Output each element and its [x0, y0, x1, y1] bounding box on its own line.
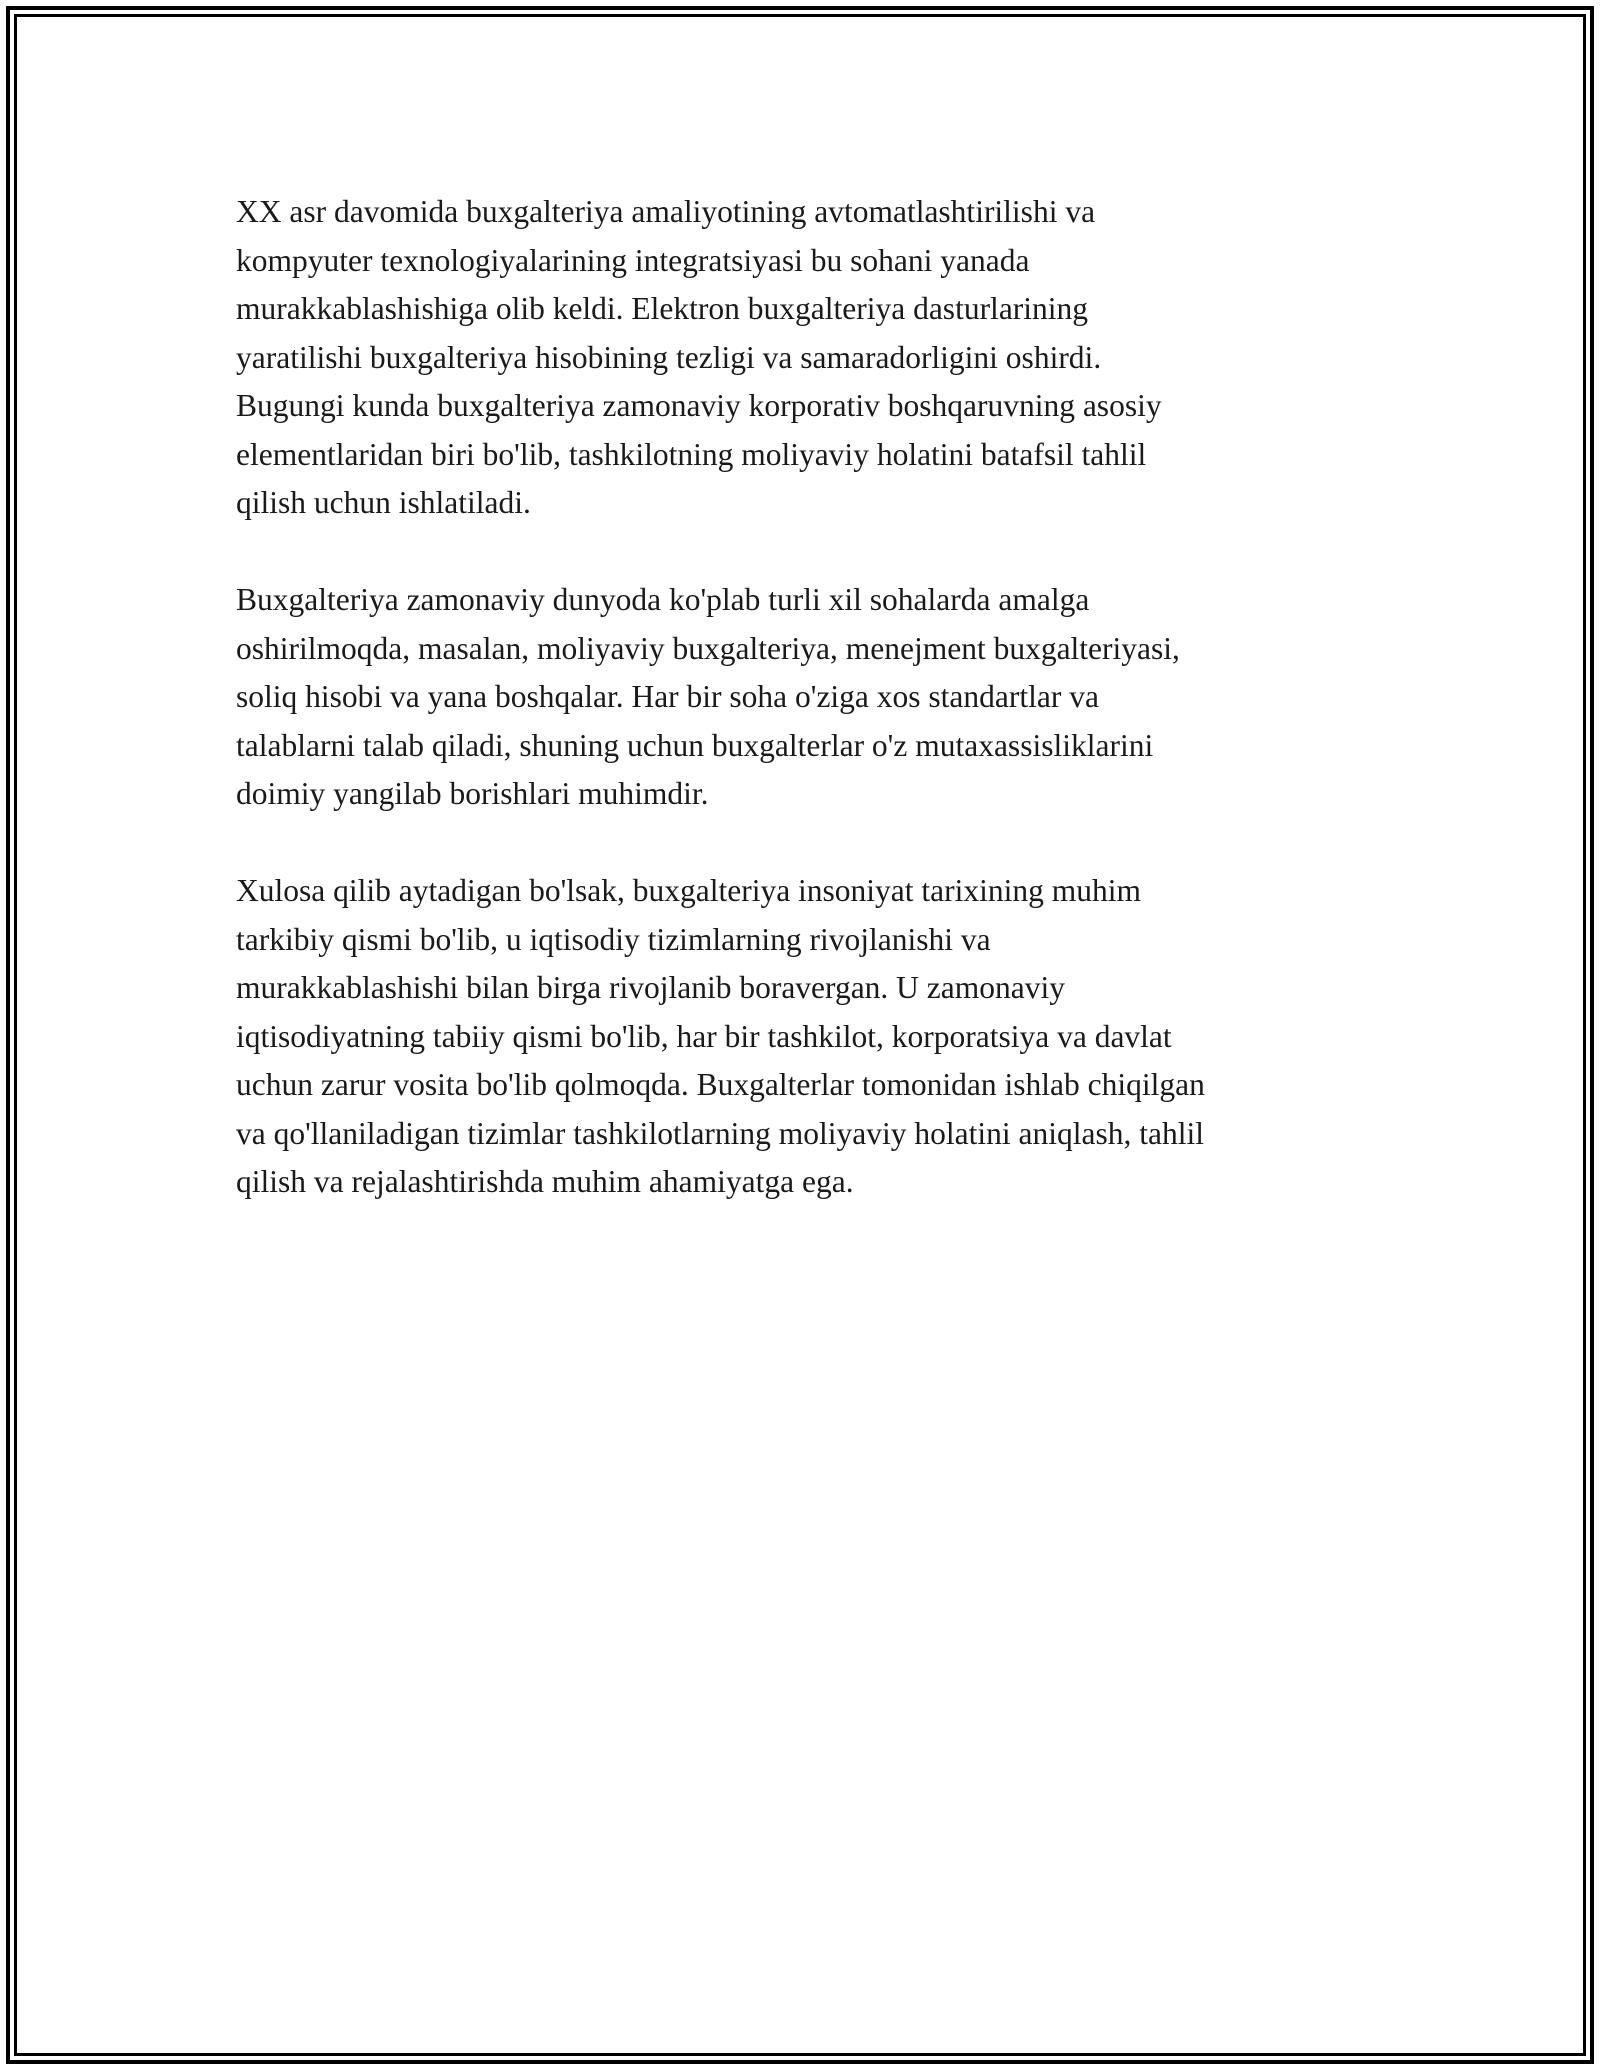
paragraph-3: Xulosa qilib aytadigan bo'lsak, buxgalteriya insoniyat tarixining muhim tarkibiy qismi bo'lib, u iqtisodiy tizimlarning rivojlanishi va murakkablashishi bilan birga rivojlanib boravergan. U zamonaviy iqtisodiyatning tabiiy qismi bo'lib, har bir tashkilot, korporatsiya va davlat uchun zarur vosita bo'lib qolmoqda. Buxgalterlar tomonidan ishlab chiqilgan va qo'llaniladigan tizimlar tashkilotlarning moliyaviy holatini aniqlash, tahlil qilish va rejalashtirishda muhim ahamiyatga ega. — [236, 873, 1205, 1199]
document-body — [236, 188, 1386, 1255]
paragraph-1: XX asr davomida buxgalteriya amaliyotining avtomatlashtirilishi va kompyuter texnologiyalarining integratsiyasi bu sohani yanada murakkablashishiga olib keldi. Elektron buxgalteriya dasturlarining yaratilishi buxgalteriya hisobining tezligi va samaradorligini oshirdi. Bugungi kunda buxgalteriya zamonaviy korporativ boshqaruvning asosiy elementlaridan biri bo'lib, tashkilotning moliyaviy holatini batafsil tahlil qilish uchun ishlatiladi. — [236, 194, 1162, 520]
paragraph-2: Buxgalteriya zamonaviy dunyoda ko'plab turli xil sohalarda amalga oshirilmoqda, masalan, moliyaviy buxgalteriya, menejment buxgalteriyasi, soliq hisobi va yana boshqalar. Har bir soha o'ziga xos standartlar va talablarni talab qiladi, shuning uchun buxgalterlar o'z mutaxassisliklarini doimiy yangilab borishlari muhimdir. — [236, 582, 1180, 811]
